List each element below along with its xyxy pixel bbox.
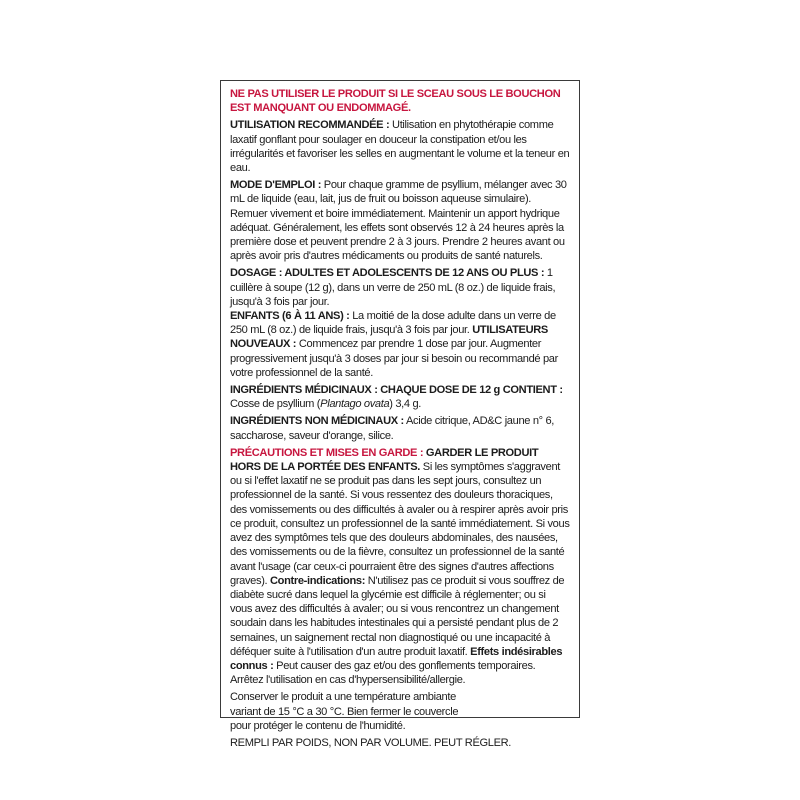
dosage-children-heading: ENFANTS (6 À 11 ANS) : [230,310,350,323]
precautions-heading: PRÉCAUTIONS ET MISES EN GARDE : [230,446,424,459]
contraindications-heading: Contre-indications: [267,574,366,587]
contraindications-text: N'utilisez pas ce produit si vous souffrez de diabète sucré dans lequel la glycémie est difficile à réglementer; ou si vous avez des difficultés à avaler; ou si vous rencontrez un changement soudain dans les habitudes intestinales qui a persisté pendant plus de 2 semaines, un saignement rectal non diagnostiqué ou une incapacité à déféquer suite à l'utilisation d'un autre produit laxatif. [230,574,565,658]
medicinal-text-after: ) 3,4 g. [389,398,422,411]
dosage-adults-text: 1 cuillère à soupe (12 g), dans un verre de 250 mL (8 oz.) de liquide frais, jusqu'à 3 fois par jour. [230,267,556,308]
dosage [230,266,570,380]
seal-warning: NE PAS UTILISER LE PRODUIT SI LE SCEAU SOUS LE BOUCHON EST MANQUANT OU ENDOMMAGÉ. [230,88,561,115]
keep-away-warning: GARDER LE PRODUIT HORS DE LA PORTÉE DES ENFANTS. [230,446,539,474]
medicinal-latin-name: Plantago ovata [320,398,390,411]
storage-instructions: Conserver le produit a une température ambiante variant de 15 °C a 30 °C. Bien fermer le couvercle pour protéger le contenu de l'humidité. [230,691,459,732]
recommended-use-text: Utilisation en phytothérapie comme laxatif gonflant pour soulager en douceur la constipation et/ou les irrégularités et favoriser les selles en augmentant le volume et la teneur en eau. [230,119,570,175]
precautions [230,446,570,687]
non-medicinal-heading: INGRÉDIENTS NON MÉDICINAUX : [230,415,404,428]
non-medicinal-ingredients [230,414,570,442]
product-label [220,80,580,749]
directions-heading: MODE D'EMPLOI : [230,179,322,192]
precautions-text: Si les symptômes s'aggravent ou si l'effet laxatif ne se produit pas dans les sept jours, consultez un professionnel de la santé. Si vous ressentez des douleurs thoraciques, des vomissements ou des difficultés à avaler ou à respirer après avoir pris ce produit, consultez un professionnel de la santé immédiatement. Si vous avez des symptômes tels que des douleurs abdominales, des nausées, des vomissements ou de la fièvre, consultez un professionnel de la santé avant l'usage (car ceux-ci pourraient être des signes d'autres affections graves). [230,461,570,587]
dosage-heading: DOSAGE : ADULTES ET ADOLESCENTS DE 12 ANS OU PLUS : [230,267,545,280]
side-effects-heading: Effets indésirables connus : [230,645,563,672]
dosage-new-users-text: Commencez par prendre 1 dose par jour. Augmenter progressivement jusqu'à 3 doses par jour si besoin ou recommandé par votre professionnel de la santé. [230,338,558,379]
directions-text: Pour chaque gramme de psyllium, mélanger avec 30 mL de liquide (eau, lait, jus de fruit ou boisson aqueuse simulaire). Remuer vivement et boire immédiatement. Maintenir un apport hydrique adéquat. Généralement, les effets sont observés 12 à 24 heures après la première dose et peuvent prendre 2 à 3 jours. Prendre 2 heures avant ou après avoir pris d'autres médicaments ou produits de santé naturels. [230,179,567,263]
medicinal-text-before: Cosse de psyllium ( [230,398,321,411]
recommended-use [230,118,570,175]
dosage-new-users-heading: UTILISATEURS NOUVEAUX : [230,324,548,351]
non-medicinal-text: Acide citrique, AD&C jaune n° 6, saccharose, saveur d'orange, silice. [230,415,555,442]
medicinal-ingredients [230,383,570,411]
directions [230,178,570,263]
fill-note: REMPLI PAR POIDS, NON PAR VOLUME. PEUT RÉGLER. [230,736,512,749]
side-effects-text: Peut causer des gaz et/ou des gonflements temporaires. Arrêtez l'utilisation en cas d'hypersensibilité/allergie. [230,659,536,687]
recommended-use-heading: UTILISATION RECOMMANDÉE : [230,119,390,132]
dosage-children-text: La moitié de la dose adulte dans un verre de 250 mL (8 oz.) de liquide frais, jusqu'à 3 fois par jour. [230,310,556,337]
medicinal-ingredients-heading: INGRÉDIENTS MÉDICINAUX : CHAQUE DOSE DE 12 g CONTIENT : [230,384,563,397]
